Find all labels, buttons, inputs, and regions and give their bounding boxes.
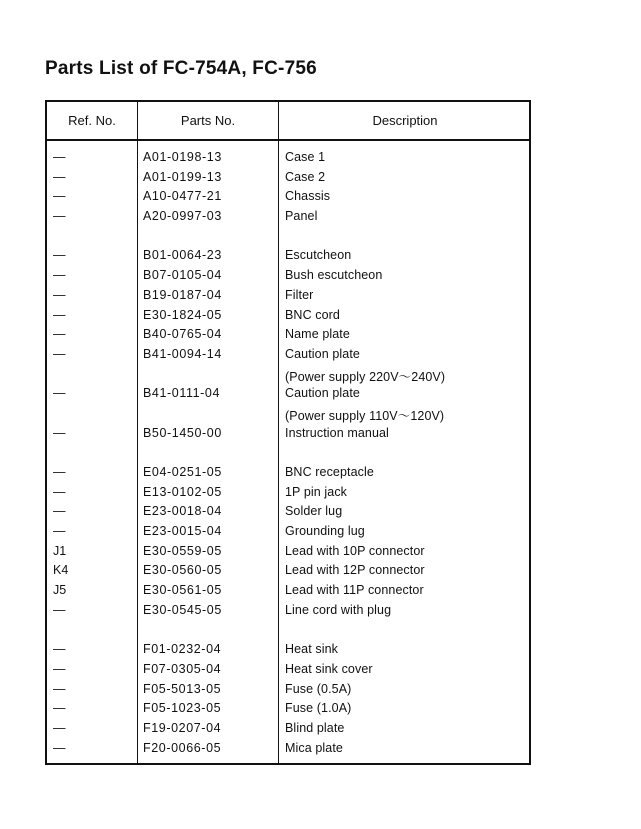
cell-description: Case 1 (285, 150, 326, 164)
header-divider (47, 139, 529, 141)
table-row (47, 327, 529, 347)
cell-description: Line cord with plug (285, 602, 392, 617)
cell-ref-no: — (53, 465, 66, 479)
cell-description: Lead with 10P connector (285, 543, 425, 558)
table-row (47, 170, 529, 190)
cell-parts-no: A10-0477-21 (143, 189, 222, 204)
cell-parts-no: A01-0198-13 (143, 150, 222, 164)
table-row (47, 150, 529, 170)
cell-description: Fuse (0.5A) (285, 681, 352, 696)
table-row (47, 288, 529, 308)
table-row (47, 308, 529, 328)
cell-description: BNC cord (285, 307, 340, 322)
table-row (47, 426, 529, 446)
cell-ref-no: — (53, 740, 66, 755)
cell-description: Escutcheon (285, 248, 352, 263)
cell-ref-no: — (53, 169, 66, 184)
table-row (47, 248, 529, 268)
cell-description: Filter (285, 287, 314, 302)
table-row (47, 347, 529, 367)
cell-ref-no: — (53, 150, 66, 164)
page-title: Parts List of FC-754A, FC-756 (45, 58, 317, 79)
cell-ref-no: K4 (53, 563, 69, 578)
table-row (47, 603, 529, 623)
cell-description: Caution plate (285, 386, 360, 401)
cell-parts-no: B50-1450-00 (143, 425, 222, 440)
cell-ref-no: — (53, 504, 66, 519)
cell-description: Lead with 11P connector (285, 583, 424, 598)
row-spacer (47, 445, 529, 465)
cell-description: Caution plate (285, 346, 360, 361)
table-row (47, 642, 529, 662)
cell-ref-no: — (53, 287, 66, 302)
cell-parts-no: B40-0765-04 (143, 327, 222, 342)
cell-description: Heat sink cover (285, 661, 373, 676)
table-row (47, 741, 529, 761)
cell-parts-no: B41-0094-14 (143, 346, 222, 361)
cell-parts-no: B01-0064-23 (143, 248, 222, 263)
table-row (47, 563, 529, 583)
cell-description: Lead with 12P connector (285, 563, 425, 578)
table-row (47, 209, 529, 229)
row-spacer (47, 623, 529, 643)
table-row (47, 268, 529, 288)
cell-ref-no: — (53, 701, 66, 716)
table-row (47, 682, 529, 702)
cell-description: Solder lug (285, 504, 343, 519)
header-description: Description (372, 113, 438, 128)
cell-ref-no: — (53, 346, 66, 361)
table-row (47, 367, 529, 387)
parts-table (45, 100, 531, 765)
cell-ref-no: — (53, 307, 66, 322)
table-row (47, 189, 529, 209)
cell-description: (Power supply 110V～120V) (285, 408, 445, 423)
row-spacer (47, 229, 529, 249)
cell-parts-no: A01-0199-13 (143, 169, 222, 184)
cell-parts-no: E30-0545-05 (143, 602, 222, 617)
cell-ref-no: — (53, 484, 66, 499)
cell-ref-no: — (53, 661, 66, 676)
cell-parts-no: E30-1824-05 (143, 307, 222, 322)
cell-description: Instruction manual (285, 425, 389, 440)
cell-parts-no: F20-0066-05 (143, 740, 222, 755)
cell-parts-no: B19-0187-04 (143, 287, 222, 302)
cell-description: Bush escutcheon (285, 268, 383, 283)
cell-description: Chassis (285, 189, 331, 204)
cell-ref-no: — (53, 268, 66, 283)
cell-description: Case 2 (285, 169, 326, 184)
table-row (47, 386, 529, 406)
cell-ref-no: — (53, 642, 66, 657)
cell-parts-no: E13-0102-05 (143, 484, 222, 499)
cell-description: Heat sink (285, 642, 339, 657)
cell-parts-no: E23-0018-04 (143, 504, 222, 519)
table-row (47, 524, 529, 544)
cell-ref-no: — (53, 425, 66, 440)
cell-ref-no: J1 (53, 543, 67, 558)
cell-parts-no: B07-0105-04 (143, 268, 222, 283)
cell-parts-no: B41-0111-04 (143, 386, 221, 401)
header-parts-no: Parts No. (180, 113, 236, 128)
cell-ref-no: — (53, 681, 66, 696)
cell-parts-no: A20-0997-03 (143, 209, 222, 224)
cell-ref-no: — (53, 189, 66, 204)
cell-description: BNC receptacle (285, 465, 374, 479)
table-row (47, 465, 529, 485)
cell-description: Fuse (1.0A) (285, 701, 352, 716)
table-row (47, 544, 529, 564)
header-ref-no: Ref. No. (68, 113, 116, 128)
table-row (47, 721, 529, 741)
cell-ref-no: J5 (53, 583, 67, 598)
cell-parts-no: E30-0560-05 (143, 563, 222, 578)
table-body (47, 150, 529, 760)
cell-ref-no: — (53, 524, 66, 539)
cell-parts-no: E30-0559-05 (143, 543, 222, 558)
table-row (47, 504, 529, 524)
cell-description: Blind plate (285, 720, 345, 735)
cell-ref-no: — (53, 602, 66, 617)
table-row (47, 701, 529, 721)
cell-parts-no: F01-0232-04 (143, 642, 222, 657)
cell-parts-no: F19-0207-04 (143, 720, 222, 735)
table-row (47, 583, 529, 603)
cell-parts-no: F07-0305-04 (143, 661, 222, 676)
cell-ref-no: — (53, 720, 66, 735)
cell-parts-no: F05-5013-05 (143, 681, 222, 696)
cell-parts-no: F05-1023-05 (143, 701, 222, 716)
cell-description: Grounding lug (285, 524, 365, 539)
cell-description: (Power supply 220V～240V) (285, 369, 446, 384)
cell-ref-no: — (53, 327, 66, 342)
cell-parts-no: E30-0561-05 (143, 583, 222, 598)
cell-ref-no: — (53, 209, 66, 224)
cell-description: 1P pin jack (285, 484, 348, 499)
cell-description: Panel (285, 209, 318, 224)
cell-description: Mica plate (285, 740, 343, 755)
cell-parts-no: E23-0015-04 (143, 524, 222, 539)
table-row (47, 485, 529, 505)
cell-ref-no: — (53, 386, 66, 401)
cell-ref-no: — (53, 248, 66, 263)
table-row (47, 406, 529, 426)
cell-description: Name plate (285, 327, 350, 342)
cell-parts-no: E04-0251-05 (143, 465, 222, 479)
table-row (47, 662, 529, 682)
